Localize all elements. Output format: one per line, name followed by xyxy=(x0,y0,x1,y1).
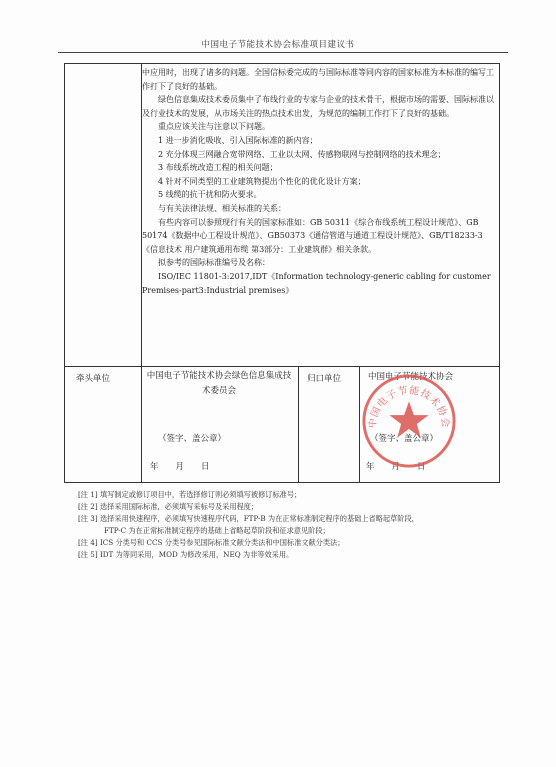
paragraph: 绿色信息集成技术委员集中了布线行业的专家与企业的技术骨干，根据市场的需要、国际标准以及行业技术的发展，从市场关注的热点技术出发，为规范的编制工作打下了良好的基础。 xyxy=(142,95,494,118)
note-item: [注 5] IDT 为等同采用，MOD 为修改采用，NEQ 为非等效采用。 xyxy=(78,550,294,559)
resp-unit-sign: （签字、盖公章） xyxy=(370,434,439,444)
paragraph: 拟参考的国际标准编号及名称： xyxy=(158,258,270,268)
resp-unit-name: 中国电子节能技术协会 xyxy=(368,372,454,382)
list-item: 1 进一步消化吸收、引入国际标准的新内容； xyxy=(158,135,318,145)
paragraph: 与有关法律法规、相关标准的关系： xyxy=(158,203,286,213)
note-item: [注 2] 选择采用国际标准，必须填写采标号及采用程度； xyxy=(78,502,259,511)
table-row-divider xyxy=(64,366,500,367)
document-header: 中国电子节能技术协会标准项目建议书 xyxy=(201,40,355,50)
paragraph: 有些内容可以参照现行有关的国家标准如：GB 50311《综合布线系统工程设计规范》、GB 50174《数据中心工程设计规范》、GB50373《通信管道与通道工程设计规范》、GB/T18233-3《信息技术 用户建筑通用布缆 第3部分：工业建筑群》相关条款。 xyxy=(142,217,483,254)
paragraph: 重点应该关注与注意以下问题。 xyxy=(158,122,270,132)
unit-col-divider-1 xyxy=(298,366,299,483)
list-item: 3 布线系统改造工程的相关问题； xyxy=(158,163,278,173)
lead-unit-sign: （签字、盖公章） xyxy=(158,434,227,444)
list-item: 5 线缆的抗干扰和防火要求。 xyxy=(158,190,262,200)
list-item: 4 针对不同类型的工业建筑物提出个性化的优化设计方案； xyxy=(158,176,366,186)
official-seal-icon xyxy=(360,372,458,470)
proposal-body xyxy=(142,66,494,297)
resp-unit-date: 年 月 日 xyxy=(366,462,426,472)
resp-unit-label: 归口单位 xyxy=(307,374,342,384)
lead-unit-date: 年 月 日 xyxy=(150,462,210,472)
footnotes xyxy=(78,489,498,561)
header-divider xyxy=(58,52,508,53)
note-item: [注 3] 选择采用快速程序，必须填写快速程序代码，FTP-B 为在正常标准制定程序的基础上省略起草阶段， xyxy=(78,514,419,523)
list-item: 2 充分体现三网融合宽带网络、工业以太网、传感物联网与控制网络的技术理念； xyxy=(158,149,446,159)
lead-unit-label: 牵头单位 xyxy=(76,374,111,384)
seal-text: 中国电子节能技术协会 xyxy=(367,385,451,429)
note-item: FTP-C 为在正常标准制定程序的基础上省略起草阶段和征求意见阶段； xyxy=(104,526,330,535)
paragraph: ISO/IEC 11801-3:2017,IDT《Information technology-generic cabling for customer Premises-part3:Industrial premises》 xyxy=(142,271,491,295)
lead-unit-name: 中国电子节能技术协会绿色信息集成技术委员会 xyxy=(146,371,292,396)
note-item: [注 4] ICS 分类号和 CCS 分类号参见国际标准文献分类法和中国标准文献分类法； xyxy=(78,538,345,547)
paragraph: 中应用时，出现了诸多的问题。全国信标委完成的与国际标准等同内容的国家标准为本标准的编写工作打下了良好的基础。 xyxy=(142,68,494,91)
note-item: [注 1] 填写制定或修订项目中，若选择修订则必须填写被修订标准号； xyxy=(78,490,302,499)
